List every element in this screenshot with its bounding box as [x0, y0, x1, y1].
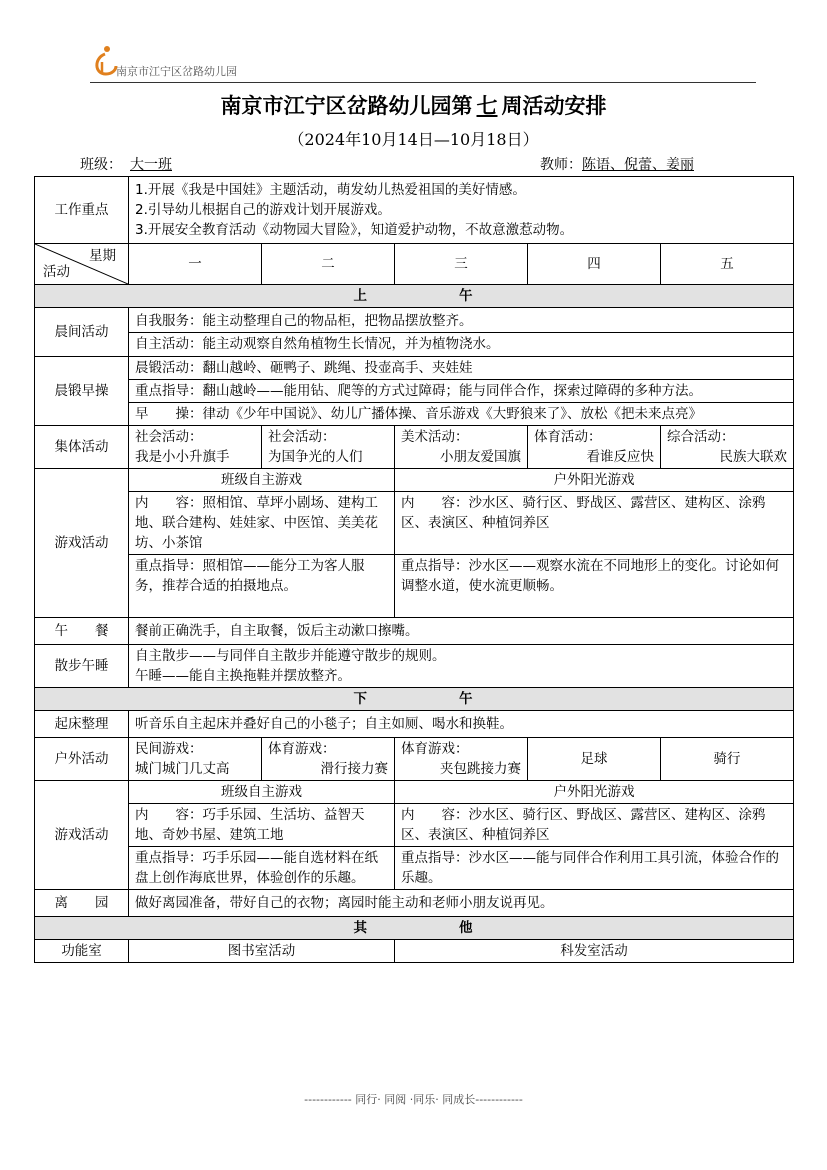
section-afternoon: 下 午 — [35, 688, 794, 711]
row-label: 晨锻早操 — [35, 357, 129, 426]
class-game-header: 班级自主游戏 — [129, 469, 395, 492]
header-divider — [90, 82, 756, 83]
game-am-content-row — [35, 492, 794, 555]
afternoon-section-row — [35, 688, 794, 711]
outdoor-activity-thu: 足球 — [528, 738, 661, 781]
class-game-guide: 重点指导：巧手乐园——能自选材料在纸盘上创作海底世界，体验创作的乐趣。 — [129, 847, 395, 890]
outdoor-game-header: 户外阳光游戏 — [395, 781, 794, 804]
lunch-row — [35, 618, 794, 645]
game-am-head-row — [35, 469, 794, 492]
row-label: 户外活动 — [35, 738, 129, 781]
page-title: 南京市江宁区岔路幼儿园第 七 周活动安排 — [220, 93, 607, 118]
lunch-content: 餐前正确洗手，自主取餐，饭后主动漱口擦嘴。 — [129, 618, 794, 645]
teacher-names: 陈语、倪蕾、姜丽 — [582, 157, 694, 173]
game-pm-content-row — [35, 804, 794, 847]
nap-row — [35, 645, 794, 688]
leave-row — [35, 890, 794, 917]
row-label: 晨间活动 — [35, 308, 129, 357]
section-morning: 上 午 — [35, 285, 794, 308]
row-label: 起床整理 — [35, 711, 129, 738]
row-label: 工作重点 — [35, 177, 129, 244]
exercise-row — [35, 357, 794, 426]
group-activity-row — [35, 426, 794, 469]
week-number: 七 — [476, 93, 498, 118]
row-label: 游戏活动 — [35, 781, 129, 890]
group-activity-fri: 综合活动： 民族大联欢 — [661, 426, 794, 469]
outdoor-activity-wed: 体育游戏： 夹包跳接力赛 — [395, 738, 528, 781]
row-label: 散步午睡 — [35, 645, 129, 688]
section-other: 其 他 — [35, 917, 794, 940]
weekday-fri: 五 — [661, 244, 794, 285]
outdoor-game-content: 内 容：沙水区、骑行区、野战区、露营区、建构区、涂鸦区、表演区、种植饲养区 — [395, 492, 794, 555]
outdoor-game-header: 户外阳光游戏 — [395, 469, 794, 492]
weekday-header-row — [35, 244, 794, 285]
game-pm-head-row — [35, 781, 794, 804]
outdoor-game-content: 内 容：沙水区、骑行区、野战区、露营区、建构区、涂鸦区、表演区、种植饲养区 — [395, 804, 794, 847]
row-label: 午 餐 — [35, 618, 129, 645]
class-name: 大一班 — [130, 157, 172, 173]
nap-content: 自主散步——与同伴自主散步并能遵守散步的规则。 午睡——能自主换拖鞋并摆放整齐。 — [129, 645, 794, 688]
science-room-activity: 科发室活动 — [395, 940, 794, 963]
schedule-table — [34, 176, 794, 963]
group-activity-tue: 社会活动： 为国争光的人们 — [262, 426, 395, 469]
leave-content: 做好离园准备，带好自己的衣物；离园时能主动和老师小朋友说再见。 — [129, 890, 794, 917]
work-focus-row — [35, 177, 794, 244]
outdoor-game-guide: 重点指导：沙水区——观察水流在不同地形上的变化。讨论如何调整水道，使水流更顺畅。 — [395, 555, 794, 618]
header-school-name: 南京市江宁区岔路幼儿园 — [116, 65, 237, 78]
teacher-info: 教师：陈语、倪蕾、姜丽 — [540, 154, 706, 174]
early-activity-row — [35, 308, 794, 357]
row-label: 集体活动 — [35, 426, 129, 469]
library-activity: 图书室活动 — [129, 940, 395, 963]
group-activity-thu: 体育活动： 看谁反应快 — [528, 426, 661, 469]
group-activity-wed: 美术活动： 小朋友爱国旗 — [395, 426, 528, 469]
early-activity-content: 自我服务：能主动整理自己的物品柜，把物品摆放整齐。 自主活动：能主动观察自然角植物生长情况，并为植物浇水。 — [129, 308, 794, 357]
row-label: 功能室 — [35, 940, 129, 963]
wake-content: 听音乐自主起床并叠好自己的小毯子；自主如厕、喝水和换鞋。 — [129, 711, 794, 738]
game-pm-guide-row — [35, 847, 794, 890]
weekday-mon: 一 — [129, 244, 262, 285]
kindergarten-logo-icon — [92, 44, 118, 78]
class-info: 班级： 大一班 — [80, 154, 212, 174]
wake-row — [35, 711, 794, 738]
class-game-content: 内 容：照相馆、草坪小剧场、建构工地、联合建构、娃娃家、中医馆、美美花坊、小茶馆 — [129, 492, 395, 555]
class-game-content: 内 容：巧手乐园、生活坊、益智天地、奇妙书屋、建筑工地 — [129, 804, 395, 847]
group-activity-mon: 社会活动： 我是小小升旗手 — [129, 426, 262, 469]
exercise-content: 晨锻活动：翻山越岭、砸鸭子、跳绳、投壶高手、夹娃娃 重点指导：翻山越岭——能用钻、爬等的方式过障碍；能与同伴合作，探索过障碍的多种方法。 早 操：律动《少年中国说》、幼儿广播体操、音乐游戏《大野狼来了》、放松《把未来点亮》 — [129, 357, 794, 426]
row-label: 游戏活动 — [35, 469, 129, 618]
outdoor-activity-mon: 民间游戏： 城门城门几丈高 — [129, 738, 262, 781]
work-focus-content: 1.开展《我是中国娃》主题活动，萌发幼儿热爱祖国的美好情感。 2.引导幼儿根据自己的游戏计划开展游戏。 3.开展安全教育活动《动物园大冒险》，知道爱护动物，不故意激惹动物。 — [129, 177, 794, 244]
game-am-guide-row — [35, 555, 794, 618]
weekday-thu: 四 — [528, 244, 661, 285]
class-game-header: 班级自主游戏 — [129, 781, 395, 804]
row-label: 离 园 — [35, 890, 129, 917]
weekday-tue: 二 — [262, 244, 395, 285]
function-room-row — [35, 940, 794, 963]
weekday-wed: 三 — [395, 244, 528, 285]
outdoor-activity-tue: 体育游戏： 滑行接力赛 — [262, 738, 395, 781]
morning-section-row — [35, 285, 794, 308]
diagonal-header-cell: 星期 活动 — [35, 244, 129, 285]
footer-slogan: ------------ 同行· 同阅 ·同乐· 同成长------------ — [304, 1093, 523, 1106]
outdoor-activity-fri: 骑行 — [661, 738, 794, 781]
date-range: （2024年10月14日—10月18日） — [288, 130, 539, 149]
class-game-guide: 重点指导：照相馆——能分工为客人服务，推荐合适的拍摄地点。 — [129, 555, 395, 618]
outdoor-activity-row — [35, 738, 794, 781]
other-section-row — [35, 917, 794, 940]
outdoor-game-guide: 重点指导：沙水区——能与同伴合作利用工具引流，体验合作的乐趣。 — [395, 847, 794, 890]
